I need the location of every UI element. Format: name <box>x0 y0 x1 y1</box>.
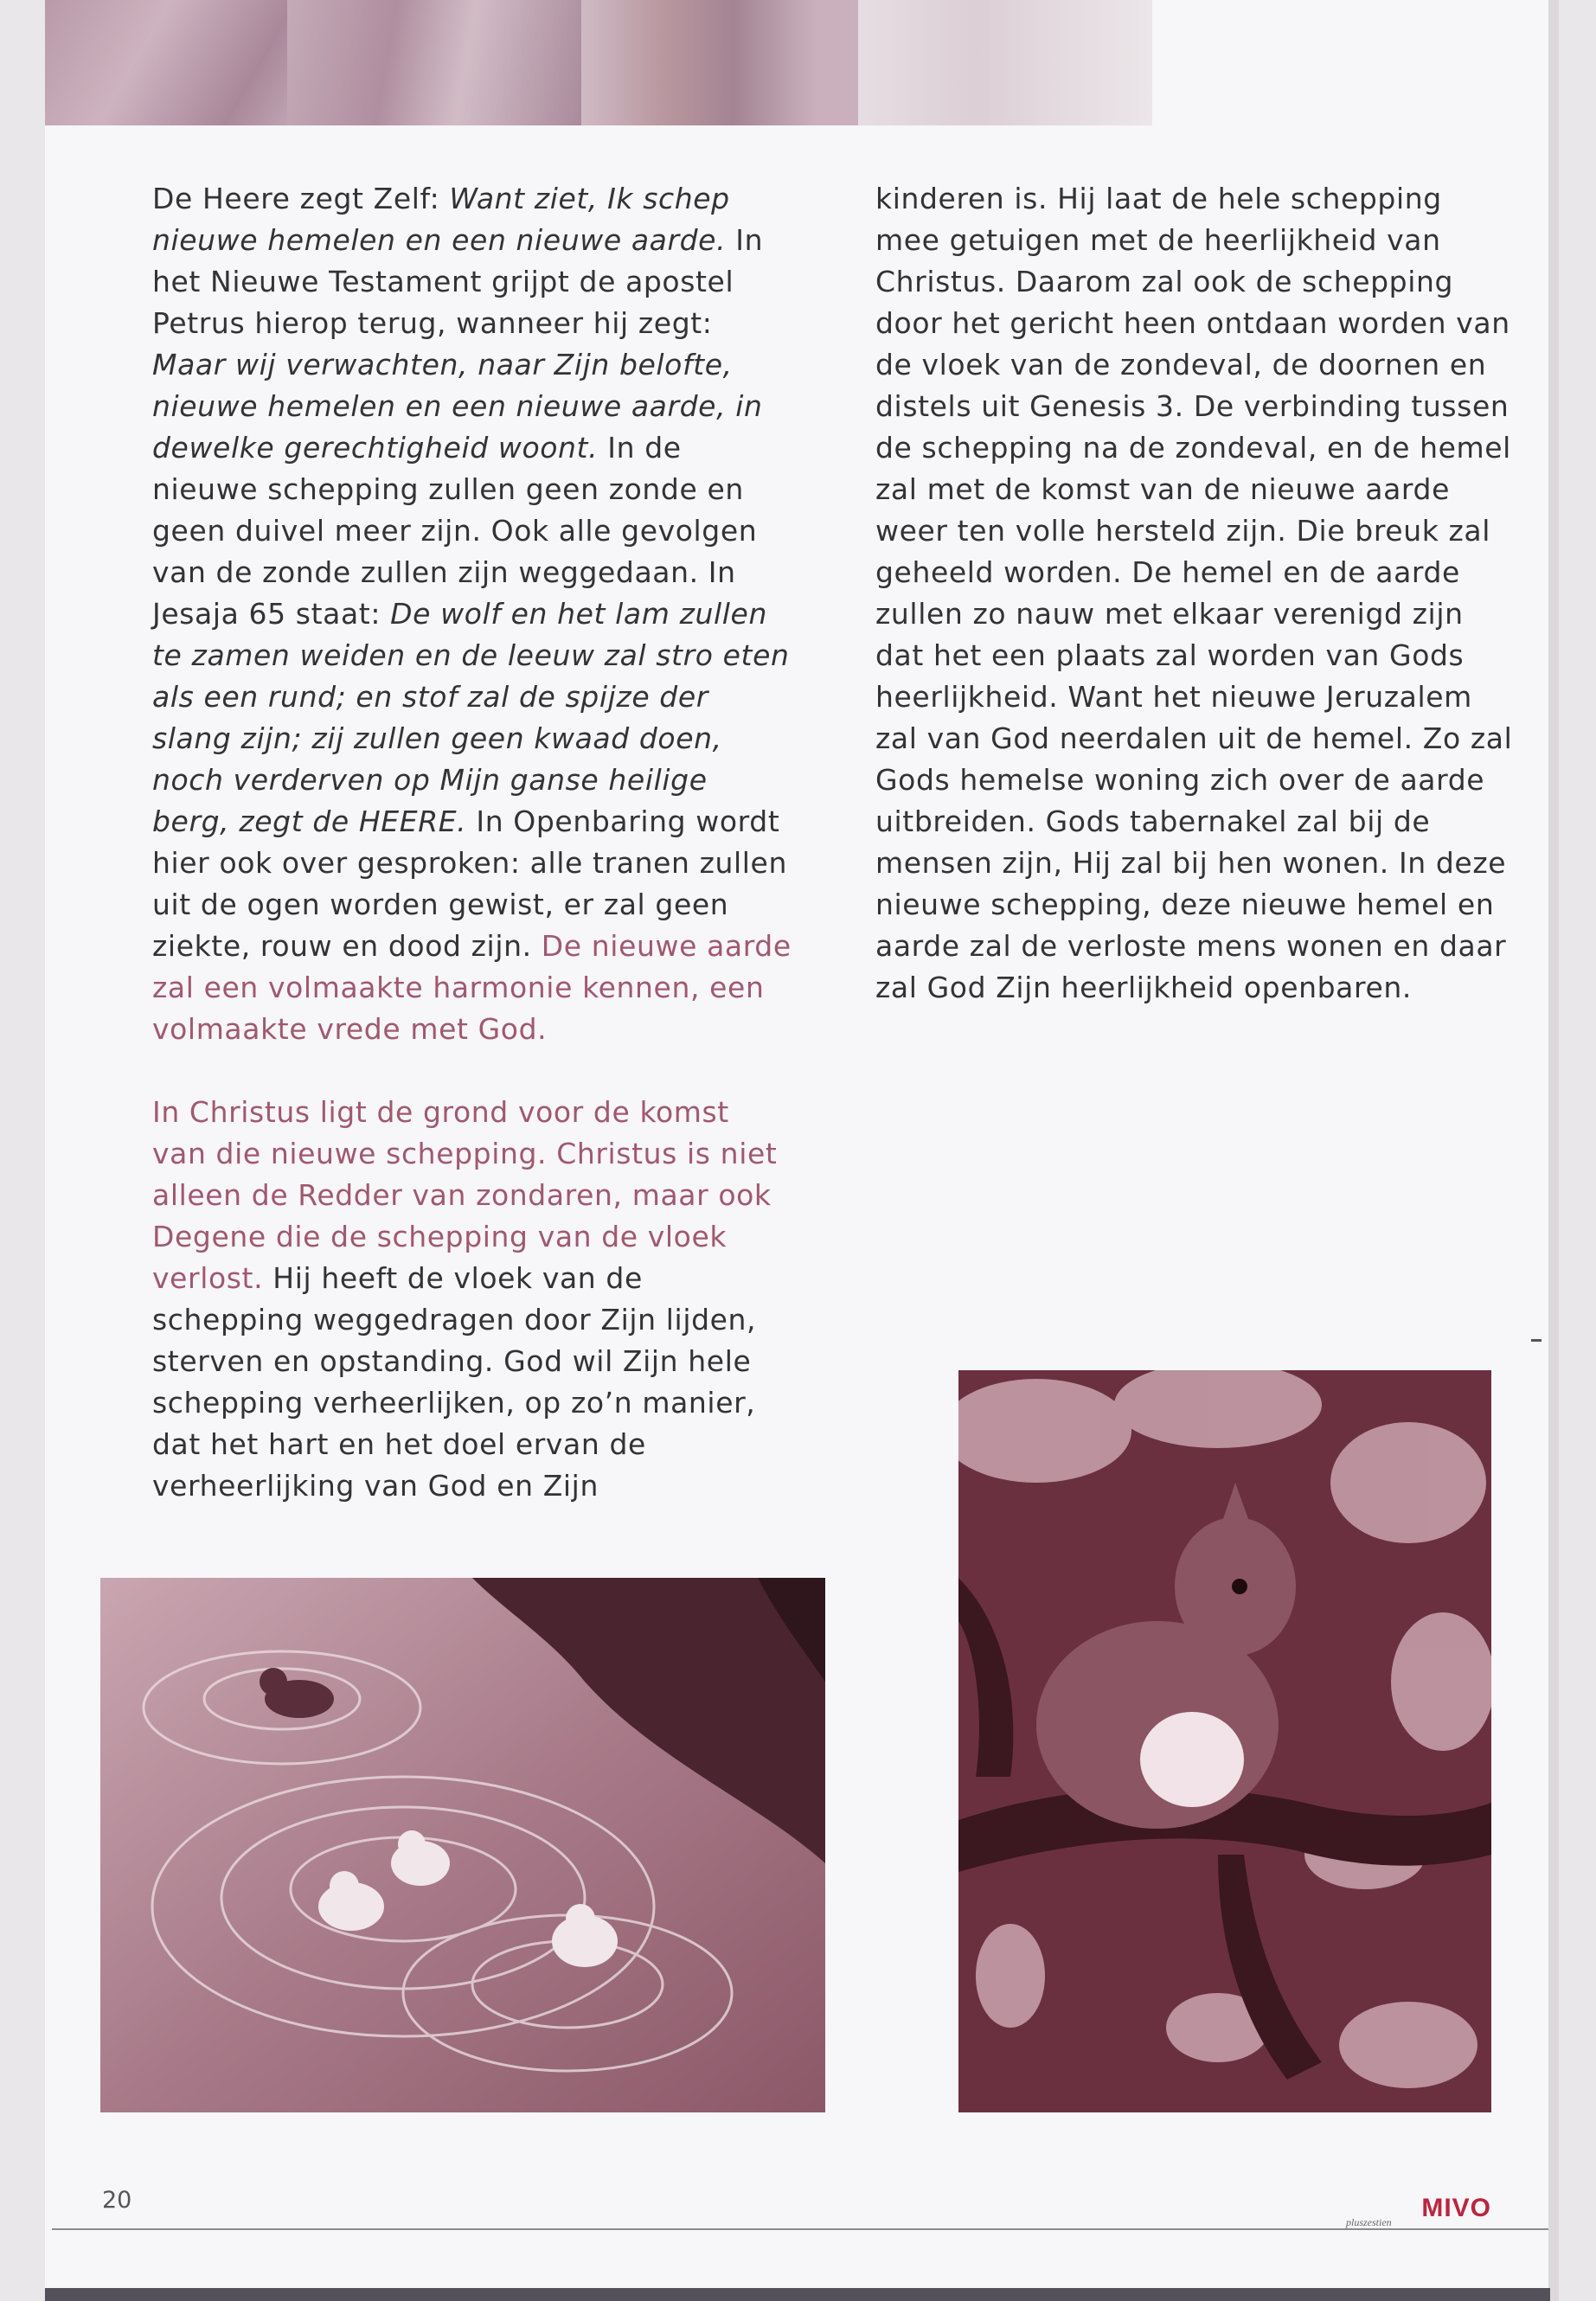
banner-photo-1 <box>45 0 287 125</box>
right-text-column <box>875 178 1516 1009</box>
brand-subtitle: pluszestien <box>1346 2216 1392 2228</box>
squirrel-photo <box>958 1370 1491 2112</box>
banner-photo-4 <box>858 0 1152 125</box>
text-run: De nieuwe aarde zal een volmaakte harmonie kennen, een volmaakte vrede met God. <box>152 929 792 1046</box>
ducklings-photo <box>100 1578 825 2112</box>
right-paragraph-1 <box>875 178 1516 1009</box>
magazine-logo <box>1346 2194 1502 2232</box>
text-run: In de nieuwe schepping zullen geen zonde en geen duivel meer zijn. Ook alle gevolgen van de zonde zullen zijn weggedaan. In Jesaja 65 staat: <box>152 431 758 631</box>
text-run: Hij heeft de vloek van de schepping weggedragen door Zijn lijden, sterven en opstanding. God wil Zijn hele schepping verheerlijken, op zo’n manier, dat het hart en het doel ervan de verheerlijking van God en Zijn <box>152 1261 757 1503</box>
footer-rule <box>52 2228 1548 2230</box>
text-run: In het Nieuwe Testament grijpt de apostel Petrus hierop terug, wanneer hij zegt: <box>152 223 764 340</box>
banner-photo-2 <box>287 0 581 125</box>
left-paragraph-2 <box>152 1092 792 1507</box>
text-run: Maar wij verwachten, naar Zijn belofte, nieuwe hemelen en een nieuwe aarde, in dewelke gerechtigheid woont. <box>152 348 763 465</box>
banner-photo-3 <box>581 0 858 125</box>
text-run: De wolf en het lam zullen te zamen weiden en de leeuw zal stro eten als een rund; en stof zal de spijze der slang zijn; zij zullen geen kwaad doen, noch verderven op Mijn ganse heilige berg, zegt de HEERE. <box>152 597 790 838</box>
text-run: De Heere zegt Zelf: <box>152 182 450 215</box>
text-run: kinderen is. Hij laat de hele schepping mee getuigen met de heerlijkheid van Christus. Daarom zal ook de schepping door het gericht heen ontdaan worden van de vloek van de zondeval, de doornen en distels uit Genesis 3. De verbinding tussen de schepping na de zondeval, en de hemel zal met de komst van de nieuwe aarde weer ten volle hersteld zijn. Die breuk zal geheeld worden. De hemel en de aarde zullen zo nauw met elkaar verenigd zijn dat het een plaats zal worden van Gods heerlijkheid. Want het nieuwe Jeruzalem zal van God neerdalen uit de hemel. Zo zal Gods hemelse woning zich over de aarde uitbreiden. Gods tabernakel zal bij de mensen zijn, Hij zal bij hen wonen. In deze nieuwe schepping, deze nieuwe hemel en aarde zal de verloste mens wonen en daar zal God Zijn heerlijkheid openbaren. <box>875 182 1513 1004</box>
margin-mark <box>1531 1339 1542 1342</box>
text-run: In Christus ligt de grond voor de komst van die nieuwe schepping. Christus is niet alleen de Redder van zondaren, maar ook Degene die de schepping van de vloek verlost. <box>152 1095 778 1295</box>
bottom-band <box>45 2288 1550 2301</box>
page-number: 20 <box>102 2187 132 2214</box>
left-text-column <box>152 178 792 1507</box>
left-paragraph-1 <box>152 178 792 1050</box>
text-run: Want ziet, Ik schep nieuwe hemelen en een nieuwe aarde. <box>152 182 730 257</box>
text-run: In Openbaring wordt hier ook over gesproken: alle tranen zullen uit de ogen worden gewist, er zal geen ziekte, rouw en dood zijn. <box>152 804 787 963</box>
brand-name: MIVO <box>1421 2194 1491 2222</box>
page-edge-shadow <box>1548 0 1559 2301</box>
header-photo-banner <box>45 0 1152 125</box>
